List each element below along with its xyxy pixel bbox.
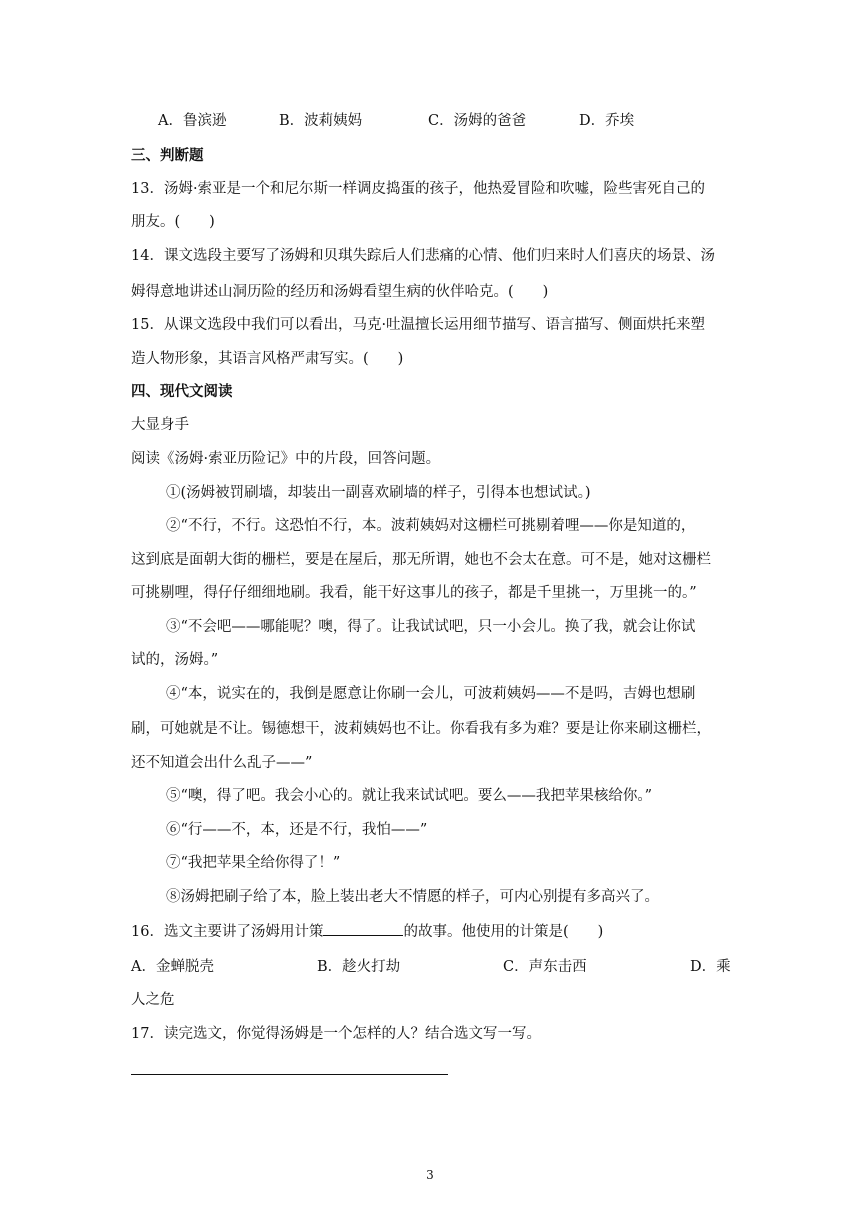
q15-line1: 15．从课文选段中我们可以看出，马克·吐温擅长运用细节描写、语言描写、侧面烘托来塑 [131,317,706,333]
paragraph-1: ①(汤姆被罚刷墙，却装出一副喜欢刷墙的样子，引得本也想试试。) [166,485,591,501]
paragraph-7: ⑦“我把苹果全给你得了！” [166,855,341,871]
paragraph-5: ⑤“噢，得了吧。我会小心的。就让我来试试吧。要么——我把苹果核给你。” [166,788,653,804]
q17-answer-line[interactable] [131,1074,448,1075]
q16-stem [131,921,603,942]
paragraph-3-line2: 试的，汤姆。” [131,652,219,668]
q12-option-d: D．乔埃 [579,113,635,129]
q12-option-c: C．汤姆的爸爸 [428,113,527,129]
q16-answer-blank[interactable] [323,921,403,936]
paragraph-6: ⑥“行——不，本，还是不行，我怕——” [166,822,428,838]
q15-line2: 造人物形象，其语言风格严肃写实。( ) [131,351,404,367]
q16-option-c: C．声东击西 [503,959,587,975]
q13-line2: 朋友。( ) [131,214,215,230]
paragraph-4-line2: 刷，可她就是不让。锡德想干，波莉姨妈也不让。你看我有多为难？要是让你来刷这栅栏， [131,721,711,737]
paragraph-4-line1: ④“本，说实在的，我倒是愿意让你刷一会儿，可波莉姨妈——不是吗，吉姆也想刷 [166,686,696,702]
paragraph-4-line3: 还不知道会出什么乱子——” [131,755,313,771]
section-title-reading: 四、现代文阅读 [131,383,233,400]
reading-instruction: 阅读《汤姆·索亚历险记》中的片段，回答问题。 [131,451,441,467]
q16-option-d: D．乘 [690,959,731,975]
q16-suffix: 的故事。他使用的计策是( ) [403,924,604,940]
q14-line2: 姆得意地讲述山洞历险的经历和汤姆看望生病的伙伴哈克。( ) [131,284,549,300]
page-number: 3 [426,1168,434,1182]
q16-option-d-wrap: 人之危 [131,992,175,1008]
paragraph-2-line3: 可挑剔哩，得仔仔细细地刷。我看，能干好这事儿的孩子，都是千里挑一，万里挑一的。” [131,585,697,601]
q14-line1: 14．课文选段主要写了汤姆和贝琪失踪后人们悲痛的心情、他们归来时人们喜庆的场景、汤 [131,248,715,264]
q12-option-b: B．波莉姨妈 [279,113,363,129]
q16-prefix: 16．选文主要讲了汤姆用计策 [131,924,324,940]
paragraph-8: ⑧汤姆把刷子给了本，脸上装出老大不情愿的样子，可内心别提有多高兴了。 [166,889,659,905]
section-title-judgement: 三、判断题 [131,147,204,164]
passage-title: 大显身手 [131,417,189,433]
q16-option-b: B．趁火打劫 [317,959,401,975]
q12-option-a: A．鲁滨逊 [158,113,227,129]
q16-option-a: A．金蝉脱壳 [131,959,214,975]
q17-stem: 17．读完选文，你觉得汤姆是一个怎样的人？结合选文写一写。 [131,1026,541,1042]
q13-line1: 13．汤姆·索亚是一个和尼尔斯一样调皮捣蛋的孩子，他热爱冒险和吹嘘，险些害死自己的 [131,181,706,197]
paragraph-2-line2: 这到底是面朝大街的栅栏，要是在屋后，那无所谓，她也不会太在意。可不是，她对这栅栏 [131,552,711,568]
paragraph-3-line1: ③“不会吧——哪能呢？噢，得了。让我试试吧，只一小会儿。换了我，就会让你试 [166,619,696,635]
paragraph-2-line1: ②“不行，不行。这恐怕不行，本。波莉姨妈对这栅栏可挑剔着哩——你是知道的， [166,518,696,534]
